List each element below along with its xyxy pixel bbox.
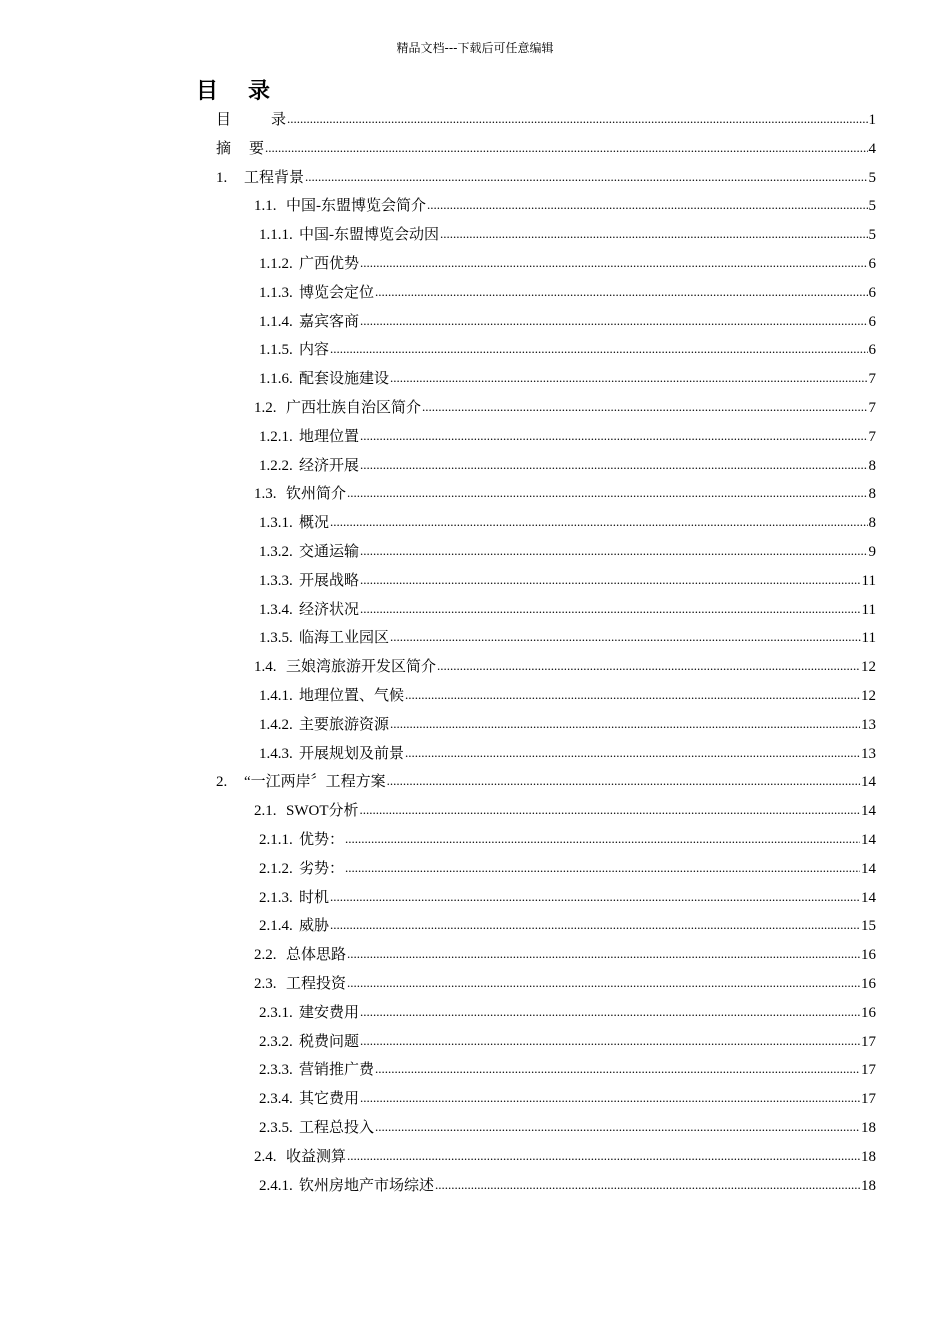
toc-entry-page: 7 <box>868 371 876 388</box>
toc-entry-number: 1.3.3. <box>259 572 293 589</box>
toc-entry-page: 9 <box>868 544 876 560</box>
toc-entry-title: 钦州房地产市场综述 <box>299 1177 435 1194</box>
toc-entry-title: 三娘湾旅游开发区简介 <box>286 659 437 676</box>
toc-entry-number: 1.4. <box>254 659 277 676</box>
toc-leader-dots <box>330 889 860 906</box>
toc-leader-dots <box>440 226 868 243</box>
toc-entry-title: 中国-东盟博览会简介 <box>286 198 426 215</box>
toc-entry-number: 1. <box>216 169 228 186</box>
toc-entry-page: 4 <box>868 140 876 157</box>
toc-entry[interactable] <box>254 1145 876 1174</box>
toc-entry[interactable] <box>259 367 876 396</box>
toc-entry[interactable] <box>259 540 876 569</box>
toc-entry[interactable] <box>259 569 876 598</box>
toc-entry-number: 1.3.4. <box>259 601 293 618</box>
toc-entry-page: 6 <box>868 284 876 301</box>
toc-entry-title: 开展规划及前景 <box>299 745 405 762</box>
toc-entry-page: 1 <box>868 112 876 128</box>
toc-leader-dots <box>360 543 867 560</box>
toc-entry[interactable] <box>259 684 876 713</box>
toc-leader-dots <box>345 860 860 877</box>
toc-entry-page: 7 <box>868 428 876 445</box>
toc-entry-title: 概况 <box>299 515 330 532</box>
toc-entry-number: 1.3.2. <box>259 544 293 560</box>
toc-entry-title: 优势： <box>299 832 345 848</box>
toc-entry-title: 收益测算 <box>286 1148 347 1165</box>
toc-entry[interactable] <box>259 454 876 483</box>
toc-entry[interactable] <box>254 655 876 684</box>
toc-entry-title: 经济开展 <box>299 457 360 474</box>
toc-entry[interactable] <box>216 137 876 166</box>
toc-entry-title: 税费问题 <box>299 1033 360 1050</box>
toc-entry[interactable] <box>259 1001 876 1030</box>
toc-leader-dots <box>360 313 867 330</box>
toc-entry[interactable] <box>259 886 876 915</box>
toc-entry-title: 地理位置、气候 <box>299 688 405 704</box>
toc-entry-page: 6 <box>868 256 876 272</box>
toc-leader-dots <box>360 428 867 445</box>
toc-entry[interactable] <box>259 857 876 886</box>
toc-entry-number: 1.4.3. <box>259 745 293 762</box>
toc-entry-title: 广西壮族自治区简介 <box>286 400 422 416</box>
toc-entry[interactable] <box>259 310 876 339</box>
toc-leader-dots <box>387 773 860 790</box>
page-title: 目录 <box>196 79 301 104</box>
toc-entry-number: 目 <box>216 112 232 128</box>
toc-leader-dots <box>360 802 861 819</box>
toc-entry[interactable] <box>216 166 876 195</box>
toc-entry[interactable] <box>259 1174 876 1203</box>
toc-leader-dots <box>422 399 867 416</box>
toc-leader-dots <box>360 1004 860 1021</box>
toc-leader-dots <box>427 197 868 214</box>
toc-entry[interactable] <box>259 425 876 454</box>
toc-entry-number: 2.3.5. <box>259 1120 293 1136</box>
toc-entry-title: 建安费用 <box>299 1004 360 1021</box>
toc-entry-page: 5 <box>868 227 876 244</box>
toc-entry-page: 8 <box>868 457 876 474</box>
toc-entry-title: 时机 <box>299 889 330 906</box>
toc-entry-title: 内容 <box>299 342 330 359</box>
toc-entry-title: 经济状况 <box>299 601 360 618</box>
toc-entry-page: 11 <box>861 630 876 647</box>
toc-entry-title: 开展战略 <box>299 572 360 589</box>
toc-entry[interactable] <box>259 1030 876 1059</box>
toc-entry-number: 1.1.6. <box>259 371 293 388</box>
toc-entry[interactable] <box>259 598 876 627</box>
toc-entry-title: 中国-东盟博览会动因 <box>299 227 439 244</box>
toc-leader-dots <box>375 1119 860 1136</box>
toc-entry-page: 14 <box>861 889 876 906</box>
toc-entry[interactable] <box>259 713 876 742</box>
toc-entry-number: 1.1.2. <box>259 256 293 272</box>
toc-entry-number: 2.3.4. <box>259 1091 293 1108</box>
toc-leader-dots <box>360 601 861 618</box>
toc-leader-dots <box>390 716 860 733</box>
toc-entry-title: 主要旅游资源 <box>299 716 390 733</box>
toc-entry-page: 18 <box>861 1177 876 1194</box>
toc-entry[interactable] <box>259 626 876 655</box>
toc-entry[interactable] <box>254 396 876 425</box>
toc-entry-number: 2.3.3. <box>259 1062 293 1079</box>
toc-entry-page: 8 <box>868 486 876 503</box>
toc-leader-dots <box>360 1090 860 1107</box>
toc-entry-number: 1.2.2. <box>259 457 293 474</box>
toc-entry-page: 6 <box>868 313 876 330</box>
toc-leader-dots <box>345 831 860 848</box>
toc-entry-page: 17 <box>861 1033 876 1050</box>
toc-leader-dots <box>360 572 861 589</box>
toc-entry-page: 6 <box>868 342 876 359</box>
toc-leader-dots <box>305 169 867 186</box>
toc-entry-page: 14 <box>861 860 876 877</box>
toc-entry[interactable] <box>259 511 876 540</box>
toc-entry-title: 其它费用 <box>299 1091 360 1108</box>
toc-entry-title: 临海工业园区 <box>299 630 390 647</box>
toc-entry-page: 17 <box>861 1062 876 1079</box>
toc-entry-title: 钦州简介 <box>286 486 347 503</box>
toc-entry[interactable] <box>259 914 876 943</box>
toc-entry-title: 录 <box>271 112 287 128</box>
toc-entry-number: 2. <box>216 774 228 791</box>
toc-entry[interactable] <box>216 108 876 137</box>
toc-leader-dots <box>360 255 867 272</box>
toc-entry[interactable] <box>259 1087 876 1116</box>
toc-entry-page: 14 <box>861 774 876 791</box>
toc-entry-page: 13 <box>861 745 876 762</box>
toc-leader-dots <box>375 284 867 301</box>
toc-leader-dots <box>375 1061 860 1078</box>
toc-entry[interactable] <box>259 223 876 252</box>
toc-entry-title: 广西优势 <box>299 256 360 272</box>
toc-entry-page: 16 <box>861 1004 876 1021</box>
toc-entry-number: 2.1.2. <box>259 860 293 877</box>
toc-entry-number: 1.3.1. <box>259 515 293 532</box>
toc-leader-dots <box>435 1177 860 1194</box>
toc-entry-number: 1.1.1. <box>259 227 293 244</box>
toc-entry-title: 工程投资 <box>286 976 347 992</box>
toc-entry-page: 5 <box>868 198 876 215</box>
toc-entry-title: 劣势： <box>299 860 345 877</box>
toc-entry-number: 1.1.3. <box>259 284 293 301</box>
toc-entry[interactable] <box>259 1058 876 1087</box>
toc-entry-title: 要 <box>249 140 265 157</box>
toc-entry-title: 营销推广费 <box>299 1062 375 1079</box>
toc-leader-dots <box>437 658 860 675</box>
toc-leader-dots <box>360 1033 860 1050</box>
toc-leader-dots <box>405 745 860 762</box>
toc-entry-title: SWOT分析 <box>286 803 359 820</box>
toc-entry-page: 11 <box>861 601 876 618</box>
toc-entry-page: 8 <box>868 515 876 532</box>
toc-entry-title: 总体思路 <box>286 947 347 964</box>
toc-leader-dots <box>330 341 867 358</box>
toc-entry[interactable] <box>259 338 876 367</box>
toc-entry-number: 2.1.3. <box>259 889 293 906</box>
toc-entry[interactable] <box>216 770 876 799</box>
toc-entry-number: 1.4.1. <box>259 688 293 704</box>
toc-entry-page: 12 <box>861 659 876 676</box>
toc-leader-dots <box>265 140 867 157</box>
toc-entry-number: 摘 <box>216 140 232 157</box>
toc-entry-page: 14 <box>861 832 876 848</box>
toc-leader-dots <box>390 370 867 387</box>
toc-entry-number: 2.2. <box>254 947 277 964</box>
toc-entry-number: 1.3. <box>254 486 277 503</box>
toc-entry[interactable] <box>254 799 876 828</box>
toc-entry-page: 5 <box>868 169 876 186</box>
toc-entry-number: 1.1.4. <box>259 313 293 330</box>
toc-leader-dots <box>330 917 860 934</box>
toc-entry-title: 配套设施建设 <box>299 371 390 388</box>
toc-entry[interactable] <box>254 972 876 1001</box>
toc-entry-number: 1.4.2. <box>259 716 293 733</box>
toc-entry-number: 2.1. <box>254 803 277 820</box>
toc-entry-number: 2.3.1. <box>259 1004 293 1021</box>
toc-entry[interactable] <box>259 281 876 310</box>
toc-entry-number: 1.2. <box>254 400 277 416</box>
toc-entry[interactable] <box>259 252 876 281</box>
toc-entry[interactable] <box>259 1116 876 1145</box>
toc-leader-dots <box>405 687 860 704</box>
toc-leader-dots <box>360 457 867 474</box>
toc-entry-title: 工程背景 <box>244 169 305 186</box>
toc-entry-number: 2.4. <box>254 1148 277 1165</box>
toc-entry-number: 1.2.1. <box>259 428 293 445</box>
page-header: 精品文档---下载后可任意编辑 <box>396 41 554 55</box>
toc-leader-dots <box>347 975 860 992</box>
toc-leader-dots <box>390 629 861 646</box>
toc-entry-page: 7 <box>868 400 876 416</box>
toc-entry[interactable] <box>254 482 876 511</box>
toc-entry-title: 工程总投入 <box>299 1120 375 1136</box>
toc-entry-page: 12 <box>861 688 876 704</box>
toc-leader-dots <box>330 514 867 531</box>
toc-entry-number: 2.1.1. <box>259 832 293 848</box>
toc-entry-number: 2.4.1. <box>259 1177 293 1194</box>
toc-entry-page: 15 <box>861 918 876 935</box>
toc-entry-page: 18 <box>861 1148 876 1165</box>
toc-entry-title: “一江两岸〞工程方案 <box>244 774 386 791</box>
toc-entry-number: 2.3.2. <box>259 1033 293 1050</box>
toc-entry-title: 威胁 <box>299 918 330 935</box>
toc-leader-dots <box>347 485 867 502</box>
toc-entry[interactable] <box>254 943 876 972</box>
toc-entry[interactable] <box>259 828 876 857</box>
toc-entry-page: 16 <box>861 947 876 964</box>
toc-entry-number: 1.1. <box>254 198 277 215</box>
toc-entry-title: 交通运输 <box>299 544 360 560</box>
toc-entry-number: 2.3. <box>254 976 277 992</box>
toc-entry-page: 18 <box>861 1120 876 1136</box>
toc-entry-title: 博览会定位 <box>299 284 375 301</box>
toc-leader-dots <box>287 111 867 128</box>
toc-entry-page: 14 <box>861 803 876 820</box>
toc-entry-page: 13 <box>861 716 876 733</box>
toc-entry[interactable] <box>254 194 876 223</box>
toc-entry-title: 地理位置 <box>299 428 360 445</box>
toc-entry-title: 嘉宾客商 <box>299 313 360 330</box>
toc-entry-number: 2.1.4. <box>259 918 293 935</box>
toc-entry-page: 16 <box>861 976 876 992</box>
toc-leader-dots <box>347 1148 860 1165</box>
toc-entry-page: 17 <box>861 1091 876 1108</box>
toc-entry-page: 11 <box>861 572 876 589</box>
toc-entry[interactable] <box>259 742 876 771</box>
toc-entry-number: 1.3.5. <box>259 630 293 647</box>
toc-entry-number: 1.1.5. <box>259 342 293 359</box>
toc-leader-dots <box>347 946 860 963</box>
